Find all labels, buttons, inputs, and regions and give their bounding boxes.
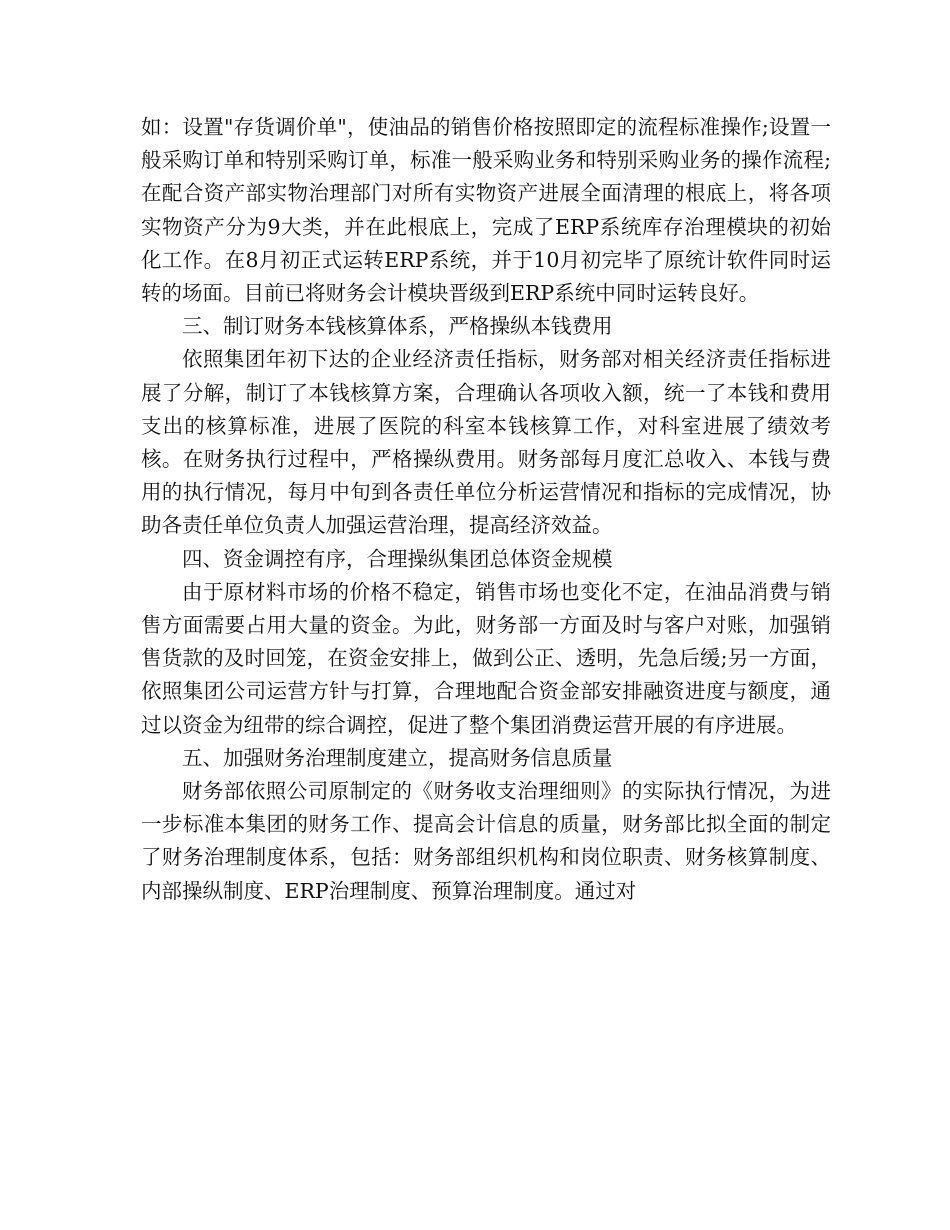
paragraph-cost-accounting: 依照集团年初下达的企业经济责任指标，财务部对相关经济责任指标进展了分解，制订了本钱核算方案，合理确认各项收入额，统一了本钱和费用支出的核算标准，进展了医院的科室本钱核算工作，对科室进展了绩效考核。在财务执行过程中，严格操纵费用。财务部每月度汇总收入、本钱与费用的执行情况，每月中旬到各责任单位分析运营情况和指标的完成情况，协助各责任单位负责人加强运营治理，提高经济效益。	[141, 347, 831, 538]
paragraph-erp-implementation: 如：设置"存货调价单"，使油品的销售价格按照即定的流程标准操作;设置一般采购订单和特别采购订单，标准一般采购业务和特别采购业务的操作流程;在配合资产部实物治理部门对所有实物资产进展全面清理的根底上，将各项实物资产分为9大类，并在此根底上，完成了ERP系统库存治理模块的初始化工作。在8月初正式运转ERP系统，并于10月初完毕了原统计软件同时运转的场面。目前已将财务会计模块晋级到ERP系统中同时运转良好。	[141, 115, 831, 306]
heading-section-5: 五、加强财务治理制度建立，提高财务信息质量	[182, 745, 613, 770]
paragraph-capital-control: 由于原材料市场的价格不稳定，销售市场也变化不定，在油品消费与销售方面需要占用大量的资金。为此，财务部一方面及时与客户对账，加强销售货款的及时回笼，在资金安排上，做到公正、透明，先急后缓;另一方面，依照集团公司运营方针与打算，合理地配合资金部安排融资进度与额度，通过以资金为纽带的综合调控，促进了整个集团消费运营开展的有序进展。	[141, 579, 831, 737]
heading-section-4: 四、资金调控有序，合理操纵集团总体资金规模	[182, 546, 613, 571]
heading-section-3: 三、制订财务本钱核算体系，严格操纵本钱费用	[182, 314, 613, 339]
document-body	[141, 111, 831, 908]
paragraph-financial-system: 财务部依照公司原制定的《财务收支治理细则》的实际执行情况，为进一步标准本集团的财务工作、提高会计信息的质量，财务部比拟全面的制定了财务治理制度体系，包括：财务部组织机构和岗位职责、财务核算制度、内部操纵制度、ERP治理制度、预算治理制度。通过对	[141, 779, 831, 903]
